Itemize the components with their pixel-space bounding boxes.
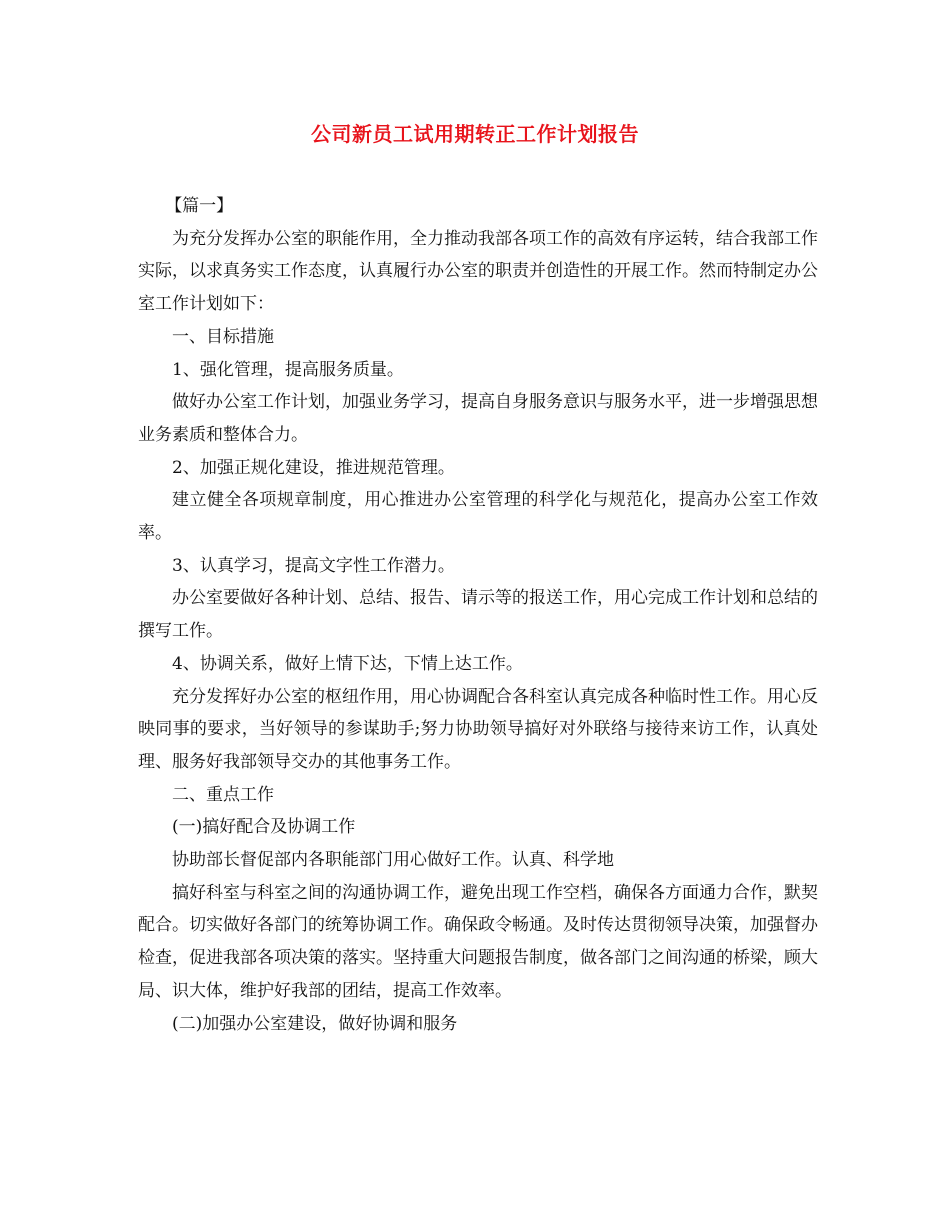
paragraph: 为充分发挥办公室的职能作用，全力推动我部各项工作的高效有序运转，结合我部工作实际，以求真务实工作态度，认真履行办公室的职责并创造性的开展工作。然而特制定办公室工作计划如下： [138, 228, 818, 315]
paragraph: 搞好科室与科室之间的沟通协调工作，避免出现工作空档，确保各方面通力合作，默契配合。切实做好各部门的统筹协调工作。确保政令畅通。及时传达贯彻领导决策，加强督办检查，促进我部各项决策的落实。坚持重大问题报告制度，做各部门之间沟通的桥梁，顾大局、识大体，维护好我部的团结，提高工作效率。 [138, 882, 818, 1001]
list-item-heading: 4、协调关系，做好上情下达，下情上达工作。 [172, 653, 523, 674]
section-heading: 一、目标措施 [172, 326, 274, 347]
list-item-heading: 3、认真学习，提高文字性工作潜力。 [172, 555, 455, 576]
section-heading: 【篇一】 [165, 196, 234, 216]
subsection-heading: (二)加强办公室建设，做好协调和服务 [172, 1013, 458, 1034]
section-heading: 二、重点工作 [172, 784, 274, 805]
document-body [138, 190, 818, 1040]
paragraph: 建立健全各项规章制度，用心推进办公室管理的科学化与规范化，提高办公室工作效率。 [138, 490, 818, 544]
paragraph: 协助部长督促部内各职能部门用心做好工作。认真、科学地 [172, 850, 614, 871]
subsection-heading: (一)搞好配合及协调工作 [172, 817, 356, 838]
paragraph: 充分发挥好办公室的枢纽作用，用心协调配合各科室认真完成各种临时性工作。用心反映同事的要求，当好领导的参谋助手;努力协助领导搞好对外联络与接待来访工作，认真处理、服务好我部领导交办的其他事务工作。 [138, 686, 818, 772]
list-item-heading: 2、加强正规化建设，推进规范管理。 [172, 457, 455, 478]
list-item-heading: 1、强化管理，提高服务质量。 [172, 359, 404, 380]
paragraph: 做好办公室工作计划，加强业务学习，提高自身服务意识与服务水平，进一步增强思想业务素质和整体合力。 [138, 392, 818, 445]
paragraph: 办公室要做好各种计划、总结、报告、请示等的报送工作，用心完成工作计划和总结的撰写工作。 [138, 588, 818, 642]
document-title: 公司新员工试用期转正工作计划报告 [311, 122, 639, 146]
